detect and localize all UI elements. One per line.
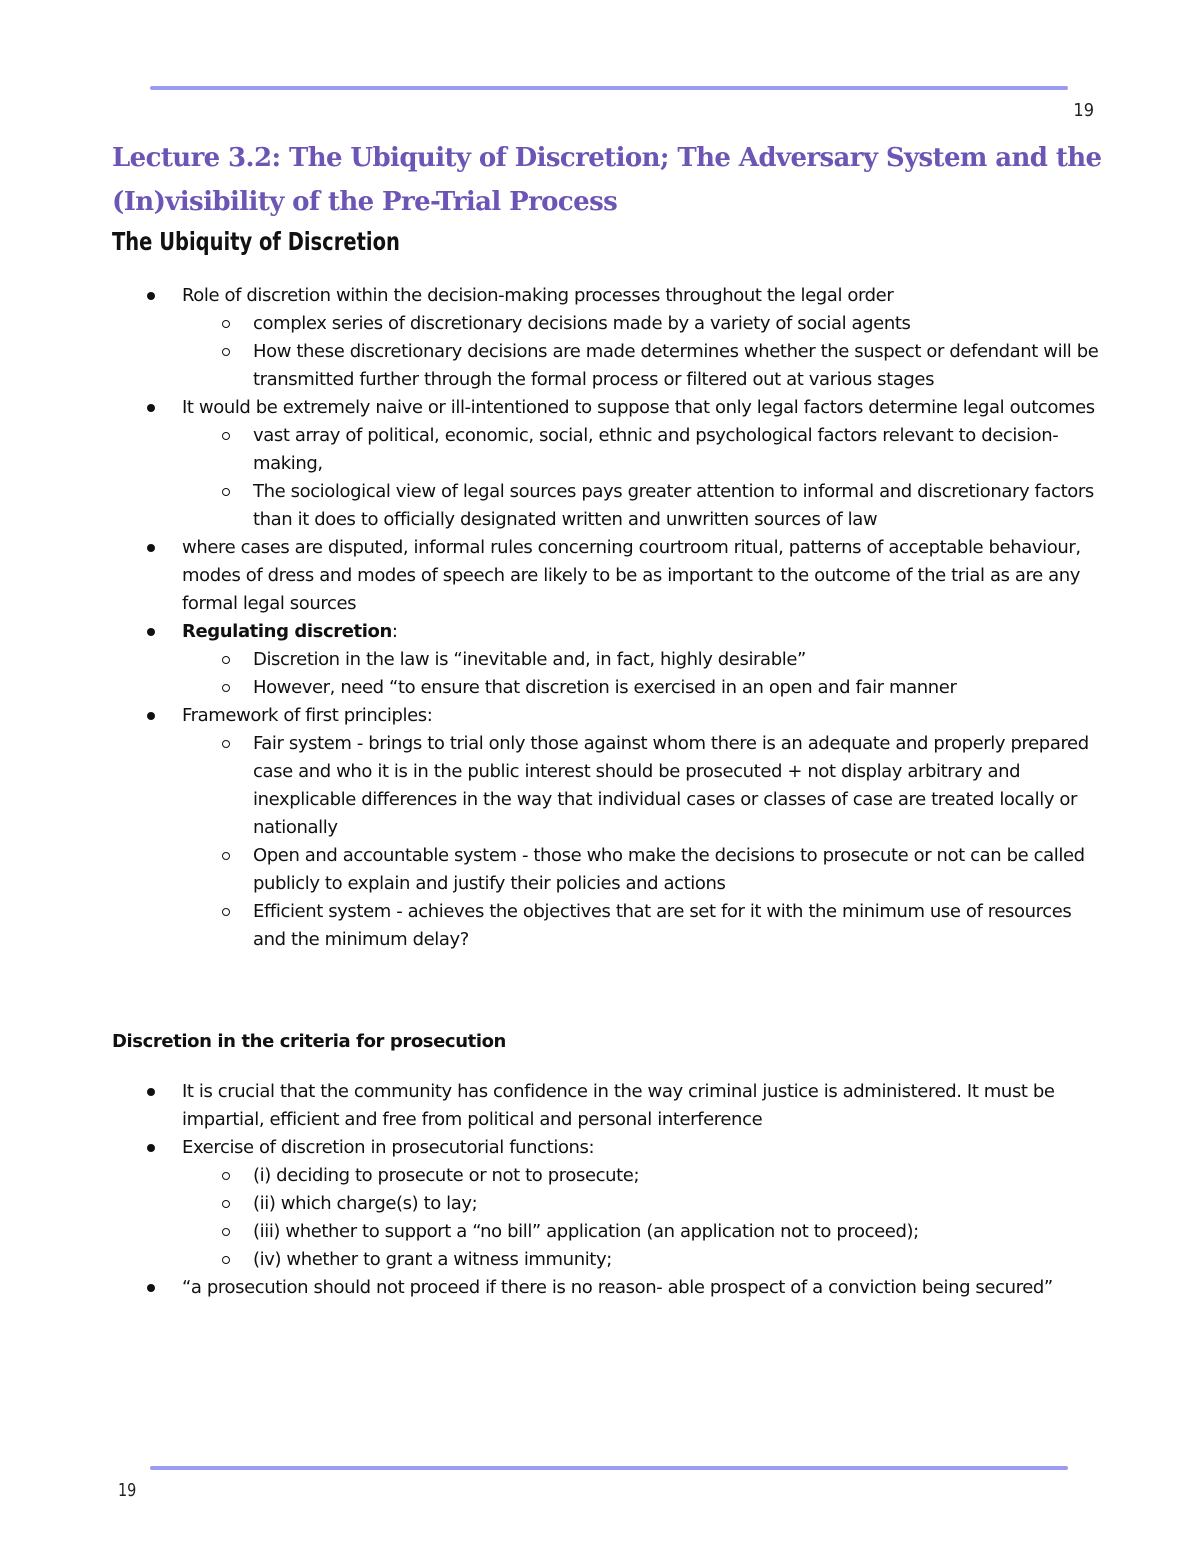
- list-item: [112, 282, 1102, 394]
- circle-bullet-icon: [222, 1172, 230, 1180]
- section-heading-criteria: Discretion in the criteria for prosecution: [112, 1031, 506, 1052]
- sub-list-item: [182, 338, 1102, 394]
- circle-bullet-icon: [222, 740, 230, 748]
- sub-list-item-text: (ii) which charge(s) to lay;: [253, 1193, 478, 1214]
- list-item-text: Role of discretion within the decision-making processes throughout the legal order: [182, 285, 894, 306]
- sub-list-item: [182, 1190, 1102, 1218]
- list-item-text: Framework of first principles:: [182, 705, 433, 726]
- sub-list-item-text: (iv) whether to grant a witness immunity;: [253, 1249, 612, 1270]
- sub-list-item: [182, 646, 1102, 674]
- bullet-icon: [147, 1144, 155, 1152]
- sub-list-item-text: (iii) whether to support a “no bill” application (an application not to proceed);: [253, 1221, 919, 1242]
- circle-bullet-icon: [222, 348, 230, 356]
- bullet-icon: [147, 292, 155, 300]
- header-page-number: 19: [1073, 100, 1094, 121]
- list-item: [112, 1134, 1102, 1274]
- circle-bullet-icon: [222, 656, 230, 664]
- sub-list-item-text: Efficient system - achieves the objectives that are set for it with the minimum use of resources and the minimum delay?: [253, 901, 1072, 950]
- bullet-icon: [147, 712, 155, 720]
- sub-list-item-text: However, need “to ensure that discretion is exercised in an open and fair manner: [253, 677, 957, 698]
- bullet-icon: [147, 404, 155, 412]
- bullet-icon: [147, 628, 155, 636]
- bullet-icon: [147, 1088, 155, 1096]
- header-rule: [150, 86, 1068, 90]
- lecture-title: Lecture 3.2: The Ubiquity of Discretion; The Adversary System and the (In)visibility of the Pre-Trial Process: [112, 143, 1102, 217]
- sub-list-item-text: How these discretionary decisions are made determines whether the suspect or defendant will be transmitted further through the formal process or filtered out at various stages: [253, 341, 1099, 390]
- sub-list-item: [182, 730, 1102, 842]
- bullet-icon: [147, 544, 155, 552]
- list-item-text: It is crucial that the community has confidence in the way criminal justice is administered. It must be impartial, efficient and free from political and personal interference: [182, 1081, 1055, 1130]
- list-item: [112, 1274, 1102, 1302]
- sub-list-item: [182, 478, 1102, 534]
- list-item: [112, 1078, 1102, 1134]
- list-item-text: where cases are disputed, informal rules concerning courtroom ritual, patterns of acceptable behaviour, modes of dress and modes of speech are likely to be as important to the outcome of the trial as are any formal legal sources: [182, 537, 1081, 614]
- sub-list-item-text: The sociological view of legal sources pays greater attention to informal and discretionary factors than it does to officially designated written and unwritten sources of law: [253, 481, 1094, 530]
- page-content: [112, 136, 1102, 1302]
- circle-bullet-icon: [222, 432, 230, 440]
- circle-bullet-icon: [222, 1256, 230, 1264]
- circle-bullet-icon: [222, 852, 230, 860]
- sub-list-item: [182, 898, 1102, 954]
- sub-list-item: [182, 674, 1102, 702]
- sub-list-item: [182, 422, 1102, 478]
- sub-list-item-text: Discretion in the law is “inevitable and, in fact, highly desirable”: [253, 649, 806, 670]
- footer-rule: [150, 1466, 1068, 1470]
- sub-list-item-text: vast array of political, economic, social, ethnic and psychological factors relevant to decision-making,: [253, 425, 1059, 474]
- sub-list: [182, 1162, 1102, 1274]
- circle-bullet-icon: [222, 1200, 230, 1208]
- bullet-icon: [147, 1284, 155, 1292]
- sub-list-item: [182, 1246, 1102, 1274]
- section2-list: [112, 1078, 1102, 1302]
- sub-list-item: [182, 1162, 1102, 1190]
- sub-list: [182, 422, 1102, 534]
- circle-bullet-icon: [222, 488, 230, 496]
- list-item-text: “a prosecution should not proceed if there is no reason- able prospect of a conviction being secured”: [182, 1277, 1053, 1298]
- list-item: [112, 534, 1102, 618]
- list-item: [112, 618, 1102, 702]
- sub-list-item: [182, 310, 1102, 338]
- sub-list-item: [182, 842, 1102, 898]
- list-item: [112, 702, 1102, 954]
- list-item-bold-text: Regulating discretion: [182, 621, 392, 642]
- list-item-text: It would be extremely naive or ill-intentioned to suppose that only legal factors determine legal outcomes: [182, 397, 1095, 418]
- list-item-text: :: [391, 621, 398, 642]
- section1-list: [112, 282, 1102, 954]
- sub-list-item-text: (i) deciding to prosecute or not to prosecute;: [253, 1165, 640, 1186]
- circle-bullet-icon: [222, 684, 230, 692]
- list-item-text: Exercise of discretion in prosecutorial functions:: [182, 1137, 595, 1158]
- sub-list-item-text: complex series of discretionary decisions made by a variety of social agents: [253, 313, 911, 334]
- sub-list-item-text: Open and accountable system - those who make the decisions to prosecute or not can be called publicly to explain and justify their policies and actions: [253, 845, 1085, 894]
- sub-list: [182, 730, 1102, 954]
- sub-list: [182, 310, 1102, 394]
- circle-bullet-icon: [222, 908, 230, 916]
- section-heading-ubiquity: The Ubiquity of Discretion: [112, 227, 400, 256]
- footer-page-number: 19: [118, 1480, 137, 1501]
- circle-bullet-icon: [222, 1228, 230, 1236]
- sub-list-item-text: Fair system - brings to trial only those against whom there is an adequate and properly prepared case and who it is in the public interest should be prosecuted + not display arbitrary and inexplicable differences in the way that individual cases or classes of case are treated locally or nationally: [253, 733, 1089, 838]
- circle-bullet-icon: [222, 320, 230, 328]
- sub-list-item: [182, 1218, 1102, 1246]
- list-item: [112, 394, 1102, 534]
- sub-list: [182, 646, 1102, 702]
